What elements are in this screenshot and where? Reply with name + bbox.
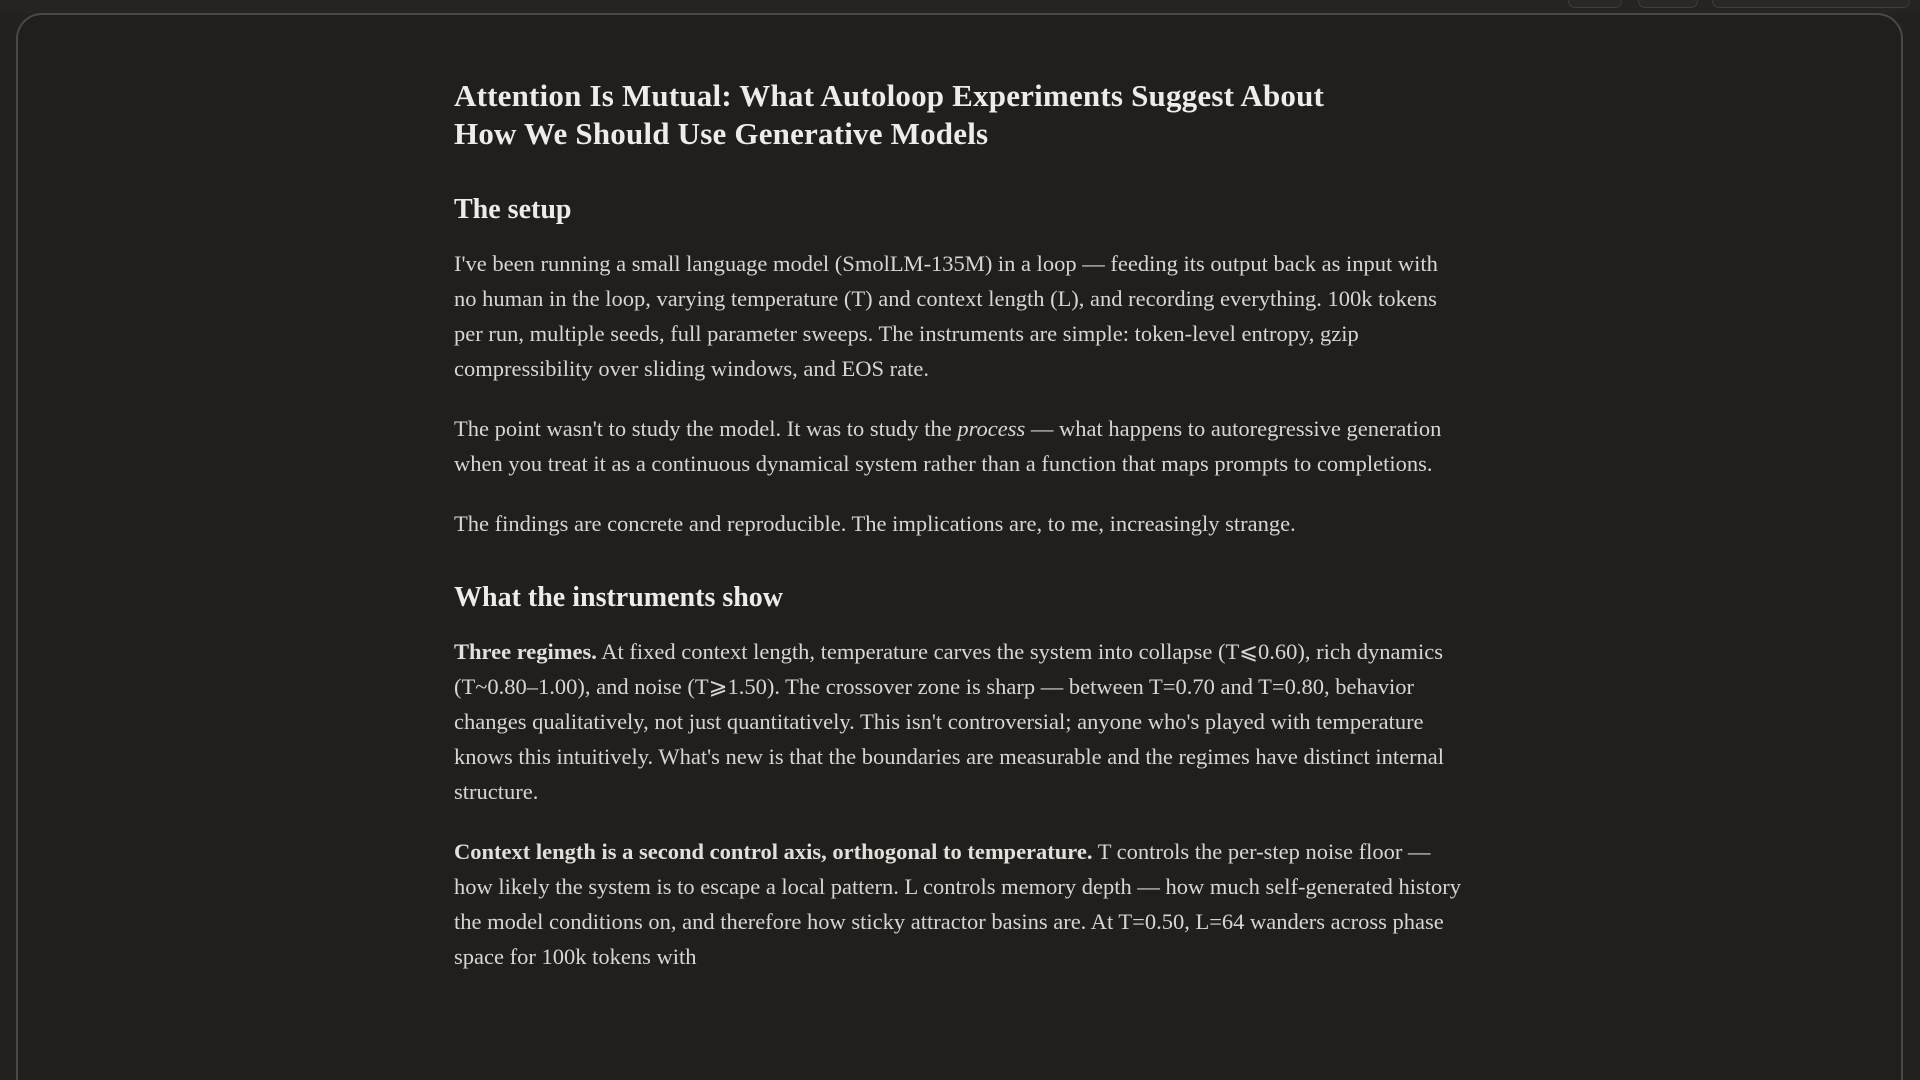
section-heading: The setup — [454, 194, 572, 225]
title-line: Attention Is Mutual: What Autoloop Experiments Suggest About — [454, 78, 1325, 113]
paragraph — [454, 411, 1462, 481]
text-segment: process — [957, 416, 1026, 441]
text-segment: — what happens to autoregressive generation when you treat it as a continuous dynamical system rather than a function that maps prompts to completions. — [454, 416, 1442, 476]
paragraph — [454, 506, 1462, 541]
article-body — [454, 193, 1468, 974]
browser-chrome-strip — [0, 0, 1920, 13]
article-title — [454, 77, 1468, 153]
browser-chrome-fragment — [1638, 0, 1698, 8]
text-segment: Context length is a second control axis, orthogonal to temperature. — [454, 839, 1093, 864]
article — [454, 77, 1468, 999]
paragraph — [454, 634, 1462, 809]
text-segment: I've been running a small language model (SmolLM-135M) in a loop — feeding its output back as input with no human in the loop, varying temperature (T) and context length (L), and recording everything. 100k tokens per run, multiple seeds, full parameter sweeps. The instruments are simple: token-level entropy, gzip compressibility over sliding windows, and EOS rate. — [454, 251, 1438, 381]
content-panel — [16, 13, 1903, 1080]
paragraph — [454, 246, 1462, 386]
paragraph — [454, 834, 1462, 974]
text-segment: T controls the per-step noise floor — how likely the system is to escape a local pattern. L controls memory depth — how much self-generated history the model conditions on, and therefore how sticky attractor basins are. At T=0.50, L=64 wanders across phase space for 100k tokens with — [454, 839, 1462, 969]
text-segment: At fixed context length, temperature carves the system into collapse (T⩽0.60), rich dynamics (T~0.80–1.00), and noise (T⩾1.50). The crossover zone is sharp — between T=0.70 and T=0.80, behavior changes qualitatively, not just quantitatively. This isn't controversial; anyone who's played with temperature knows this intuitively. What's new is that the boundaries are measurable and the regimes have distinct internal structure. — [454, 639, 1445, 804]
browser-chrome-fragment — [1568, 0, 1622, 8]
section-heading: What the instruments show — [454, 582, 784, 613]
text-segment: The point wasn't to study the model. It was to study the — [454, 416, 958, 441]
title-line: How We Should Use Generative Models — [454, 116, 989, 151]
browser-chrome-fragment — [1712, 0, 1910, 8]
text-segment: The findings are concrete and reproducible. The implications are, to me, increasingly strange. — [454, 511, 1296, 536]
text-segment: Three regimes. — [454, 639, 597, 664]
